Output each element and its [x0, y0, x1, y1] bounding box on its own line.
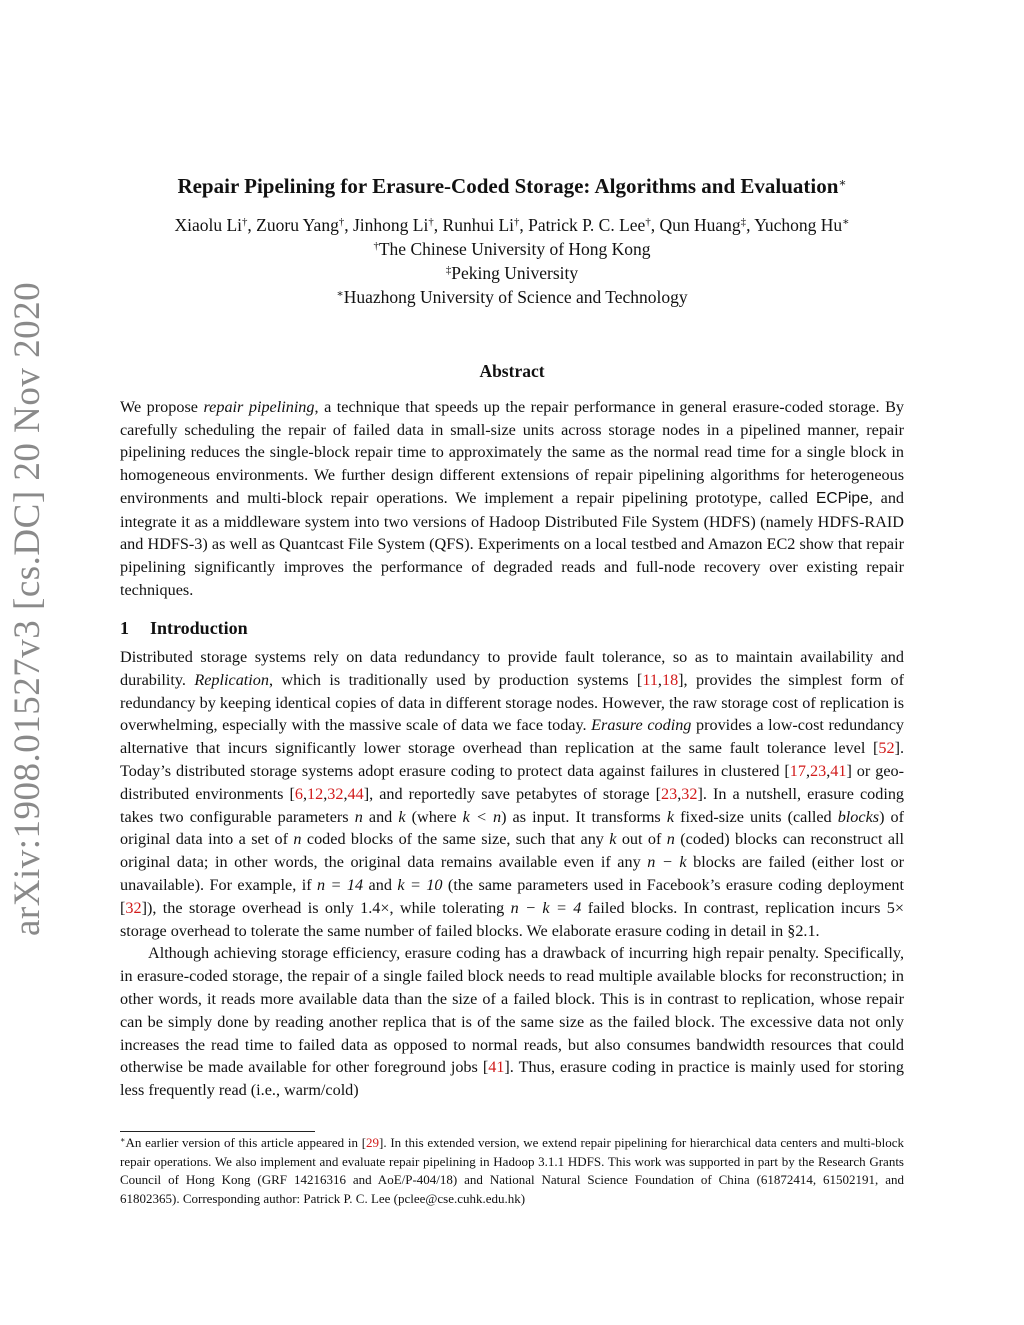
author-mark: † [514, 216, 520, 229]
citation-link[interactable]: 41 [830, 761, 847, 780]
citation-link[interactable]: 32 [681, 784, 698, 803]
math-symbol: n [666, 830, 675, 849]
citation-link[interactable]: 12 [307, 784, 324, 803]
author-mark: † [645, 216, 651, 229]
abstract-text: , a technique that speeds up the repair performance in general erasure-coded storage. By carefully scheduling the repair of failed data in small-size units across storage nodes in a pipelined manner, repair pipelining reduces the single-block repair time to approximately the same as the normal read time for a single block in homogeneous environments. We further design different extensions of repair pipelining algorithms for heterogeneous environments and multi-block repair operations. We implement a repair pipelining prototype, called [120, 398, 905, 507]
author-name: Zuoru Yang [256, 215, 339, 235]
introduction-body [120, 646, 904, 1102]
text: (where [405, 807, 463, 826]
abstract-body [120, 396, 904, 601]
citation-link[interactable]: 6 [294, 784, 303, 803]
paragraph [120, 942, 904, 1102]
footnote-text: An earlier version of this article appeared in [ [125, 1135, 367, 1150]
author-name: Patrick P. C. Lee [528, 215, 646, 235]
citation-link[interactable]: 44 [347, 784, 364, 803]
citation-link[interactable]: 29 [366, 1135, 380, 1150]
text: provides a low-cost redundancy alternative that incurs significantly lower storage overhead than replication at the same fault tolerance level [ [120, 716, 904, 758]
math-expression: n − k = 4 [510, 898, 582, 917]
citation-link[interactable]: 23 [810, 761, 827, 780]
math-symbol: n [354, 807, 363, 826]
author-name: Jinhong Li [353, 215, 429, 235]
text: (coded) blocks can reconstruct all original data; in other words, the original data remains available even if any [120, 830, 904, 872]
citation-link[interactable]: 52 [878, 739, 895, 758]
title-footnote-mark: ∗ [838, 175, 847, 190]
citation-link[interactable]: 11 [642, 670, 658, 689]
text: , which is traditionally used by production systems [ [268, 670, 643, 689]
system-name: ECPipe [816, 489, 869, 507]
arxiv-identifier-stamp: arXiv:1908.01527v3 [cs.DC] 20 Nov 2020 [7, 281, 48, 936]
author-list: Xiaolu Li†, Zuoru Yang†, Jinhong Li†, Runhui Li†, Patrick P. C. Lee†, Qun Huang‡, Yuchong Hu∗ [174, 215, 850, 235]
text: and [362, 807, 399, 826]
affiliation-name: Huazhong University of Science and Technology [343, 287, 688, 307]
section-number: 1 [120, 618, 129, 638]
affiliation-name: The Chinese University of Hong Kong [378, 239, 651, 259]
footnote-divider [120, 1131, 315, 1132]
footnote-mark: ∗ [120, 1135, 126, 1145]
text: out of [616, 830, 667, 849]
math-symbol: n [293, 830, 302, 849]
affiliation-mark: † [373, 240, 379, 253]
text: ], provides the simplest form of redundancy by keeping identical copies of data in different storage nodes. However, the raw storage cost of replication is overwhelming, especially with the massive scale of data we face today. [120, 670, 905, 735]
text: ]. In a nutshell, erasure coding takes two configurable parameters [120, 784, 905, 826]
paper-title [100, 172, 924, 200]
text: ) of original data into a set of [120, 807, 905, 849]
footnote-text: ]. In this extended version, we extend repair pipelining for hierarchical data centers and multi-block repair operations. We also implement and evaluate repair pipelining in Hadoop 3.1.1 HDFS. This work was supported in part by the Research Grants Council of Hong Kong (GRF 14216316 and AoE/P-404/18) and National Natural Science Foundation of China (61872414, 61502191, and 61802365). Corresponding author: Patrick P. C. Lee (pclee@cse.cuhk.edu.hk) [120, 1135, 904, 1206]
affiliation-mark: ‡ [445, 264, 452, 277]
math-expression: n − k [647, 853, 687, 872]
affiliation [100, 285, 924, 309]
text: ], and reportedly save petabytes of storage [ [363, 784, 662, 803]
math-symbol: k [609, 830, 617, 849]
citation-link[interactable]: 23 [661, 784, 678, 803]
author-name: Xiaolu Li [174, 215, 242, 235]
text: ) as input. It transforms [501, 807, 667, 826]
author-name: Qun Huang [659, 215, 741, 235]
title-text: Repair Pipelining for Erasure-Coded Storage: Algorithms and Evaluation [177, 174, 839, 198]
abstract-emphasis: repair pipelining [203, 398, 315, 416]
abstract-text: We propose [120, 398, 204, 416]
author-name: Yuchong Hu [754, 215, 843, 235]
emphasis: Replication [194, 670, 269, 689]
text: fixed-size units (called [674, 807, 838, 826]
footnote [120, 1134, 904, 1208]
citation-link[interactable]: 18 [661, 670, 679, 689]
affiliation-name: Peking University [451, 263, 579, 283]
citation-link[interactable]: 32 [327, 784, 344, 803]
math-expression: k < n [462, 807, 502, 826]
text: ]. Thus, erasure coding in practice is mainly used for storing less frequently read (i.e., warm/cold) [120, 1058, 904, 1100]
affiliation [100, 237, 924, 261]
text: ] or geo-distributed environments [ [120, 761, 904, 803]
author-block [100, 213, 924, 309]
author-mark: ∗ [842, 216, 850, 229]
math-expression: k = 10 [397, 875, 443, 894]
math-symbol: k [398, 807, 406, 826]
text: and [363, 875, 398, 894]
math-expression: 5× [886, 898, 904, 917]
author-mark: ‡ [740, 216, 747, 229]
math-expression: n = 14 [317, 875, 364, 894]
affiliation [100, 261, 924, 285]
author-mark: † [428, 216, 434, 229]
section-heading [120, 616, 248, 640]
math-symbol: k [666, 807, 675, 826]
citation-link[interactable]: 41 [488, 1058, 505, 1077]
emphasis: Erasure coding [591, 716, 692, 735]
paragraph: Distributed storage systems rely on data redundancy to provide fault tolerance, so as to maintain availability and durability. Replication, which is traditionally used by production systems [11,18], provides the simplest form of redundancy by keeping identical copies of data in different storage nodes. However, the raw storage cost of replication is overwhelming, especially with the massive scale of data we face today. Erasure coding provides a low-cost redundancy alternative that incurs significantly lower storage overhead than replication at the same fault tolerance level [52]. Today’s distributed storage systems adopt erasure coding to protect data against failures in clustered [17,23,41] or geo-distributed environments [6,12,32,44], and reportedly save petabytes of storage [23,32]. In a nutshell, erasure coding takes two configurable parameters n and k (where k < n) as input. It transforms k fixed-size units (called blocks) of original data into a set of n coded blocks of the same size, such that any k out of n (coded) blocks can reconstruct all original data; in other words, the original data remains available even if any n − k blocks are failed (either lost or unavailable). For example, if n = 14 and k = 10 (the same parameters used in Facebook’s erasure coding deployment [32]), the storage overhead is only 1.4×, while tolerating n − k = 4 failed blocks. In contrast, replication incurs 5× storage overhead to tolerate the same number of failed blocks. We elaborate erasure coding in detail in §2.1. [120, 648, 905, 940]
text: ]), the storage overhead is only [141, 898, 361, 917]
text: , while tolerating [389, 898, 511, 917]
text: failed blocks. In contrast, replication incurs [581, 898, 887, 917]
author-name: Runhui Li [442, 215, 514, 235]
author-mark: † [242, 216, 248, 229]
text: blocks are failed (either lost or unavailable). For example, if [120, 853, 904, 894]
abstract-text: , and integrate it as a middleware system into two versions of Hadoop Distributed File System (HDFS) (namely HDFS-RAID and HDFS-3) as well as Quantcast File System (QFS). Experiments on a local testbed and Amazon EC2 show that repair pipelining significantly improves the performance of degraded reads and full-node recovery over existing repair techniques. [120, 488, 905, 599]
text: coded blocks of the same size, such that any [301, 830, 610, 849]
author-mark: † [338, 216, 345, 229]
affiliation-mark: ∗ [336, 288, 344, 301]
text: Although achieving storage efficiency, erasure coding has a drawback of incurring high repair penalty. Specifically, in erasure-coded storage, the repair of a single failed block needs to read multiple available blocks for reconstruction; in other words, it reads more available data than the size of a failed block. This is in contrast to replication, whose repair can be simply done by reading another replica that is of the same size as the failed block. The excessive data not only increases the read time to failed data as opposed to normal reads, but also consumes bandwidth resources that could otherwise be made available for other foreground jobs [ [120, 944, 904, 1077]
text: (the same parameters used in Facebook’s erasure coding deployment [ [120, 875, 905, 917]
citation-link[interactable]: 17 [789, 761, 806, 780]
text: Distributed storage systems rely on data redundancy to provide fault tolerance, so as to maintain availability and durability. [120, 648, 904, 689]
text: storage overhead to tolerate the same number of failed blocks. We elaborate erasure coding in detail in §2.1. [120, 921, 820, 940]
citation-link[interactable]: 32 [125, 898, 142, 917]
emphasis: blocks [837, 807, 880, 826]
section-title: Introduction [150, 618, 248, 638]
math-expression: 1.4× [360, 898, 390, 917]
text: ]. Today’s distributed storage systems adopt erasure coding to protect data against failures in clustered [ [120, 739, 904, 780]
abstract-heading: Abstract [479, 361, 545, 381]
